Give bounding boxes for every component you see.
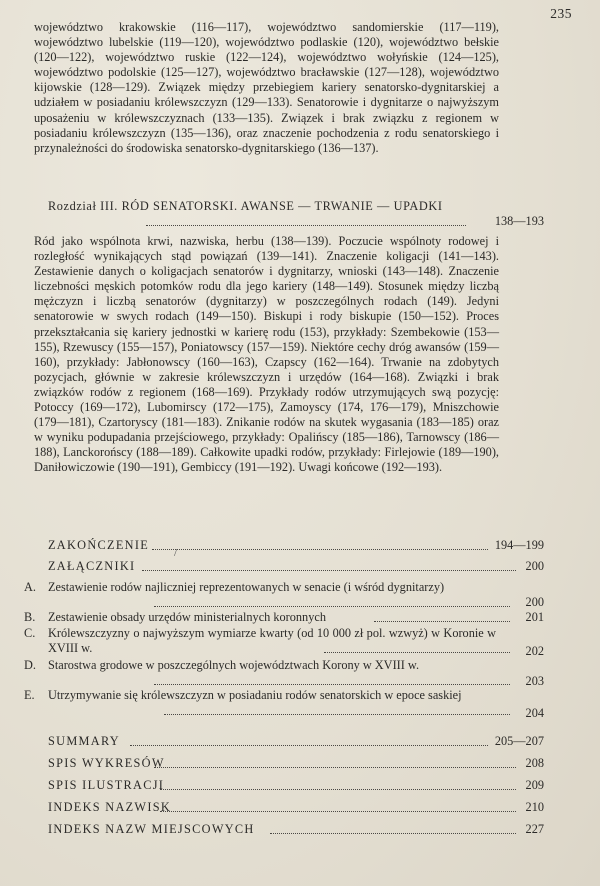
item-pages: 204: [525, 706, 544, 720]
dot-leader: [154, 684, 510, 685]
toc-entry-nazwiska: [34, 800, 544, 815]
pencil-mark: /: [174, 547, 178, 559]
toc-pages: 208: [525, 756, 544, 770]
dot-leader: [270, 833, 516, 834]
item-pages: 202: [525, 644, 544, 658]
toc-label: SPIS ILUSTRACJI: [48, 778, 165, 792]
toc-label: SPIS WYKRESÓW: [48, 756, 165, 770]
toc-entry-zalaczniki: [34, 559, 544, 574]
continuation-paragraph: [34, 20, 499, 156]
item-pages: 203: [525, 674, 544, 688]
toc-pages: 194—199: [494, 538, 544, 552]
item-pages: 201: [525, 610, 544, 624]
toc-entry-wykresy: [34, 756, 544, 771]
toc-entry-zakonczenie: [34, 538, 544, 553]
item-text: Starostwa grodowe w poszczególnych województwach Korony w XVIII w.: [48, 658, 420, 672]
item-text: Utrzymywanie się królewszczyzn w posiadaniu rodów senatorskich w epoce saskiej: [48, 688, 462, 702]
toc-label: ZAKOŃCZENIE: [48, 538, 150, 552]
page-number: 235: [550, 6, 572, 21]
item-pages: 200: [525, 595, 544, 609]
toc-pages: 205—207: [494, 734, 544, 748]
dot-leader: [146, 214, 466, 226]
toc-entry-summary: [34, 734, 544, 749]
chapter-summary-text: Ród jako wspólnota krwi, nazwiska, herbu (138—139). Poczucie wspólnoty rodowej i rozległość wynikających stąd powiązań (139—141). Znaczenie koligacji (141—143). Zestawienie danych o koligacjach senatorów i dygnitarzy, wnioski (143—148). Znaczenie liczebności męskich potomków rodu dla jego kariery (148—149). Stosunek między liczbą mężczyzn i liczbą senatorów (dygnitarzy) w poszczególnych rodach (149). Jedyni senatorowie w swych rodach (149—150). Biskupi i rody biskupie (150—152). Proces przekształcania się kariery jednostki w karierę rodu (153), przykłady: Szembekowie (153—155), Rzewuscy (155—157), Poniatowscy (157—159). Niektóre cechy dróg awansów (159—160), przykłady: Jabłonowscy (160—163), Czapscy (162—164). Trwanie na zdobytych pozycjach, głównie w zakresie królewszczyzn i urzędów (164—168). Związki i brak związków rodów z regionem (168—169). Przykłady rodów utrzymujących swą pozycję: Potoccy (169—172), Lubomirscy (172—175), Zamoyscy (174, 176—179), Mniszchowie (179—181), Czartoryscy (181—183). Znikanie rodów na skutek wygasania (183—185) oraz w wyniku podupadania przejściowego, przykłady: Opalińscy (185—186), Tarnowscy (186—188), Lanckorońscy (188—189). Całkowite upadki rodów, przykłady: Firlejowie (189—190), Daniłowiczowie (190—191), Gembiccy (191—192). Uwagi końcowe (192—193).: [34, 234, 499, 475]
dot-leader: [160, 789, 516, 790]
dot-leader: [142, 570, 516, 571]
toc-item-b: [24, 610, 544, 625]
toc-item-d: [24, 658, 544, 688]
toc-item-c: [24, 626, 544, 656]
dot-leader: [164, 714, 510, 715]
toc-entry-ilustracje: [34, 778, 544, 793]
toc-item-e: [24, 688, 544, 720]
item-text: Zestawienie rodów najliczniej reprezentowanych w senacie (i wśród dygnitarzy): [48, 580, 445, 594]
chapter-title: Rozdział III. RÓD SENATORSKI. AWANSE — TRWANIE — UPADKI: [48, 199, 443, 213]
dot-leader: [154, 606, 510, 607]
toc-pages: 209: [525, 778, 544, 792]
toc-pages: 227: [525, 822, 544, 836]
item-letter: C.: [24, 626, 36, 640]
toc-label: SUMMARY: [48, 734, 120, 748]
item-letter: A.: [24, 580, 36, 594]
chapter-heading: [34, 199, 544, 228]
toc-pages: 210: [525, 800, 544, 814]
toc-label: ZAŁĄCZNIKI: [48, 559, 136, 573]
toc-entry-miejscowe: [34, 822, 544, 837]
dot-leader: [160, 811, 516, 812]
continuation-text: województwo krakowskie (116—117), województwo sandomierskie (117—119), województwo lubelskie (119—120), województwo podlaskie (120), województwo bełskie (120—122), województwo ruskie (122—124), województwo wołyńskie (124—125), województwo podolskie (125—127), województwo bracławskie (127—128), województwo kijowskie (128—129). Związek między przebiegiem kariery senatorsko-dygnitarskiej a udziałem w posiadaniu królewszczyzn (129—133). Senatorowie i dygnitarze o najwyższym uposażeniu w królewszczyznach (133—135). Związek i brak związku z regionem w posiadaniu królewszczyzn (135—136), oraz znaczenie pochodzenia z rodu senatorskiego i przynależności do środowiska senatorsko-dygnitarskiego (136—137).: [34, 20, 499, 155]
toc-label: INDEKS NAZWISK: [48, 800, 172, 814]
item-letter: B.: [24, 610, 36, 624]
chapter-summary: [34, 234, 499, 476]
item-text: Królewszczyzny o najwyższym wymiarze kwarty (od 10 000 zł pol. wzwyż) w Koronie w XVIII w.: [48, 626, 496, 655]
toc-item-a: [24, 580, 544, 609]
dot-leader: [130, 745, 488, 746]
chapter-pages: 138—193: [494, 214, 544, 228]
item-text: Zestawienie obsady urzędów ministerialnych koronnych: [48, 610, 326, 624]
dot-leader: [374, 621, 510, 622]
toc-label: INDEKS NAZW MIEJSCOWYCH: [48, 822, 255, 836]
dot-leader: [152, 549, 488, 550]
toc-pages: 200: [525, 559, 544, 573]
dot-leader: [154, 767, 516, 768]
item-letter: D.: [24, 658, 36, 672]
item-letter: E.: [24, 688, 35, 702]
dot-leader: [324, 652, 510, 653]
